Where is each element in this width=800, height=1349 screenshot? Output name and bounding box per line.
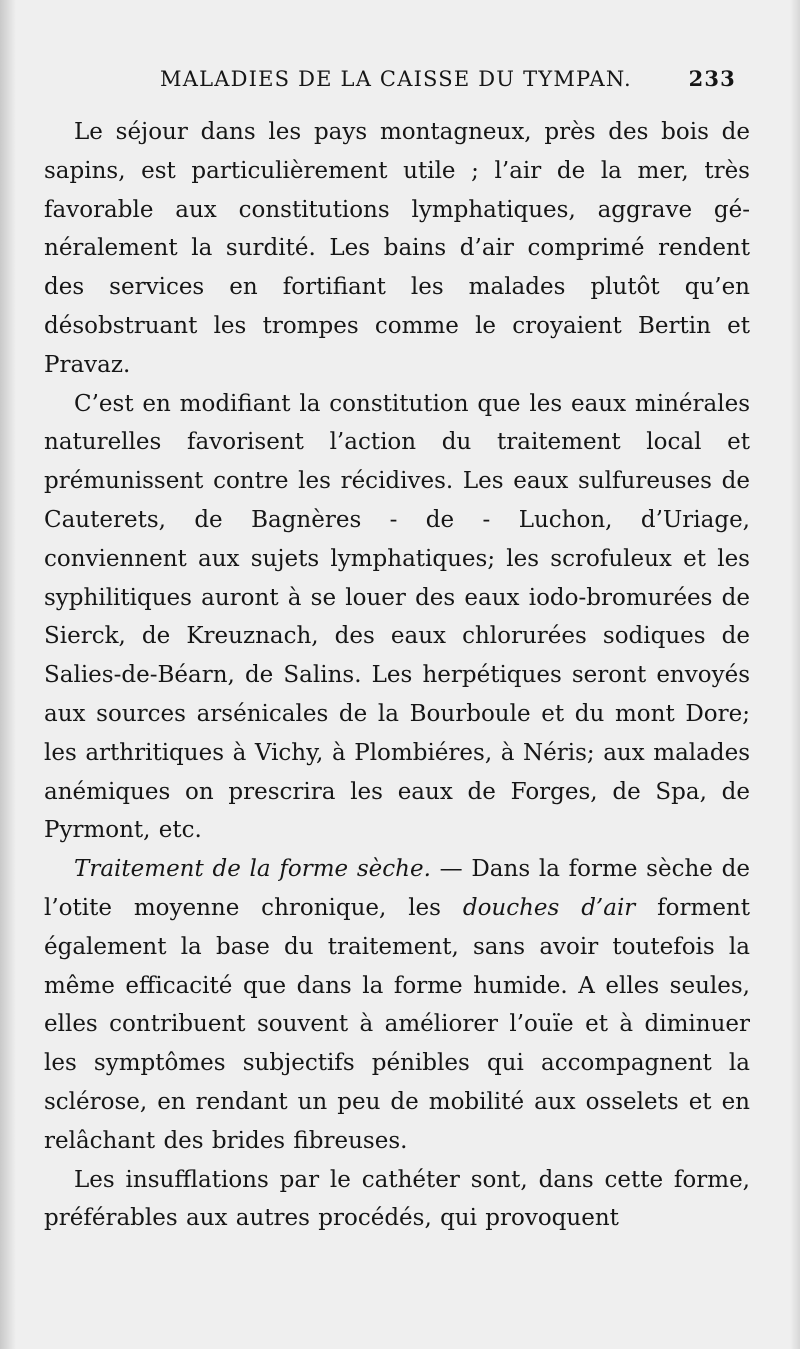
- paragraph-mountain-stay: Le séjour dans les pays montagneux, près des bois de sapins, est particulièrement utile ; l’air de la mer, très favorable aux constitutions lymphatiques, aggrave généralement la surdité. Les bains d’air comprimé rendent des services en fortifiant les malades plutôt qu’en désobstruant les trompes comme le croyaient Bertin et Pravaz.: [44, 119, 750, 378]
- emphasis-air-douches: douches d’air: [462, 894, 636, 921]
- paragraph-dry-form: [44, 850, 750, 1160]
- page-number: 233: [688, 66, 736, 91]
- paragraph-dry-form-text-2: forment également la base du traitement, sans avoir toutefois la même efficacité que dans la forme humide. A elles seules, elles contribuent souvent à améliorer l’ouïe et à diminuer les symptômes subjectifs pénibles qui accompagnent la sclérose, en rendant un peu de mobilité aux osselets et en relâchant des brides fibreuses.: [44, 894, 750, 1154]
- paragraph-mineral-waters: C’est en modifiant la constitution que les eaux minérales naturelles favorisent l’action du traitement local et prémunissent contre les récidives. Les eaux sulfureuses de Cauterets, de Bagnères - de - Luchon, d’Uriage, conviennent aux sujets lymphatiques; les scrofuleux et les syphilitiques auront à se louer des eaux iodo-bromurées de Sierck, de Kreuznach, des eaux chlorurées sodiques de Salies-de-Béarn, de Salins. Les herpétiques seront envoyés aux sources arsénicales de la Bourboule et du mont Dore; les arthritiques à Vichy, à Plombiéres, à Néris; aux malades anémiques on prescrira les eaux de Forges, de Spa, de Pyrmont, etc.: [44, 390, 750, 844]
- section-heading-dry-form: Traitement de la forme sèche.: [74, 856, 431, 883]
- paragraph-insufflations: Les insufflations par le cathéter sont, dans cette forme, préférables aux autres procédés, qui provoquent: [44, 1166, 750, 1232]
- running-header: [160, 66, 736, 91]
- body-text: [44, 113, 750, 1238]
- paragraph-dry-form-text-1: — Dans la forme sèche de l’otite moyenne chronique, les: [44, 856, 750, 921]
- running-title: MALADIES DE LA CAISSE DU TYMPAN.: [160, 67, 632, 91]
